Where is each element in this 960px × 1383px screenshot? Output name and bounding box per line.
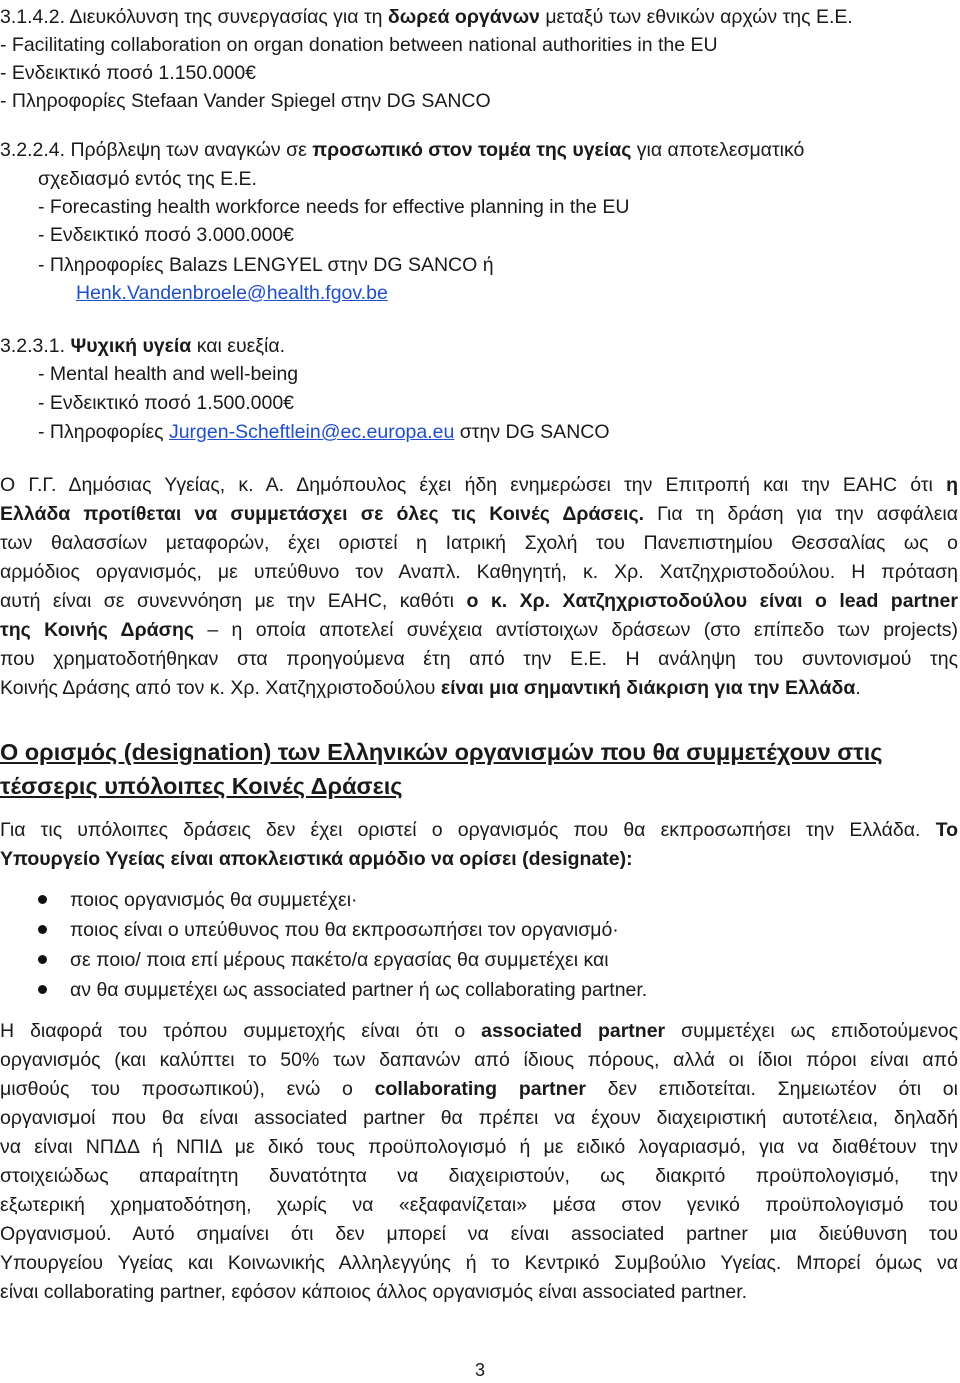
para3-bold-text: associated partner [481,1020,666,1042]
para3-line: να είναι ΝΠΔΔ ή ΝΠΙΔ με δικό τους προϋπολογισμό ή με ειδικό λογαριασμό, για να διαθέτουν την [0,1136,958,1158]
para3-text: Η διαφορά του τρόπου συμμετοχής είναι ότι ο [0,1020,482,1042]
title-text-end: για αποτελεσματικό [631,139,805,161]
para3-line: οργανισμός (και καλύπτει το 50% των δαπανών από ίδιους πόρους, αλλά οι ίδιοι πόροι είναι από [0,1049,958,1071]
para3-line: Οργανισμού. Αυτό σημαίνει ότι δεν μπορεί να είναι associated partner μια διεύθυνση του [0,1223,958,1245]
para1-bold-text: Ελλάδα προτίθεται να συμμετάσχει σε όλες τις Κοινές Δράσεις. [0,503,644,525]
list-item: ποιος είναι ο υπεύθυνος που θα εκπροσωπήσει τον οργανισμό· [70,919,619,941]
title-bold-text: προσωπικό στον τομέα της υγείας [312,139,632,161]
section-3-2-3-1-info [38,419,610,445]
para1-text: Κοινής Δράσης από τον κ. Χρ. Χατζηχριστοδούλου [0,677,441,699]
para1-text: Για τη δράση για την ασφάλεια [644,503,958,525]
para3-line: είναι collaborating partner, εφόσον κάποιος άλλος οργανισμός είναι associated partner. [0,1281,748,1303]
para1-line [0,588,958,614]
para3-line: εξωτερική χρηματοδότηση, χωρίς να «εξαφανίζεται» μέσα στον γενικό προϋπολογισμό του [0,1194,958,1216]
para1-text-end: . [855,677,861,699]
para1-bold-text: της Κοινής Δράσης [0,619,195,641]
para3-text-end: δεν επιδοτείται. Σημειωτέον ότι οι [586,1078,958,1100]
section-heading: Ο ορισμός (designation) των Ελληνικών οργανισμών που θα συμμετέχουν στις [0,739,883,765]
title-text-end: και ευεξία. [191,335,286,357]
section-3-2-2-4-english: - Forecasting health workforce needs for effective planning in the EU [38,196,630,218]
bullet-marker [38,985,47,994]
para3-text-end: συμμετέχει ως επιδοτούμενος [665,1020,959,1042]
para1-line: των θαλασσίων μεταφορών, έχει οριστεί η Ιατρική Σχολή του Πανεπιστημίου Θεσσαλίας ως ο [0,532,958,554]
para1-line: που χρηματοδοτήθηκαν στα προηγούμενα έτη από την Ε.Ε. Η ανάληψη του συντονισμού της [0,648,958,670]
info-text-end: στην DG SANCO [454,421,610,443]
section-3-2-2-4-info: - Πληροφορίες Balazs LENGYEL στην DG SANCO ή [38,254,494,276]
section-3-2-3-1-english: - Mental health and well-being [38,363,299,385]
para1-text: αυτή είναι σε συνεννόηση με την ΕΑΗC, καθότι [0,590,467,612]
bullet-marker [38,955,47,964]
title-bold-text: Ψυχική υγεία [70,335,192,357]
title-text-end: μεταξύ των εθνικών αρχών της Ε.Ε. [539,6,853,28]
para1-bold-text: η [946,474,958,496]
bullet-marker [38,925,47,934]
para3-bold-text: collaborating partner [374,1078,586,1100]
section-3-1-4-2-amount: - Ενδεικτικό ποσό 1.150.000€ [0,62,257,84]
para3-text: μισθούς του προσωπικού), ενώ ο [0,1078,375,1100]
para3-line: Υπουργείου Υγείας και Κοινωνικής Αλληλεγγύης ή το Κεντρικό Συμβούλιο Υγείας. Μπορεί όμως να [0,1252,958,1274]
para2-bold-text: Το [935,819,958,841]
section-heading-line2: τέσσερις υπόλοιπες Κοινές Δράσεις [0,773,403,799]
email-link[interactable]: Jurgen-Scheftlein@ec.europa.eu [168,421,455,443]
list-item: ποιος οργανισμός θα συμμετέχει· [70,889,358,911]
section-3-1-4-2-english: - Facilitating collaboration on organ donation between national authorities in the EU [0,34,718,56]
section-3-2-2-4-title-line2: σχεδιασμό εντός της Ε.Ε. [38,168,257,190]
info-text: - Πληροφορίες [38,421,169,443]
para1-line [0,501,958,527]
section-3-2-2-4-title [0,137,804,163]
para2-text: Για τις υπόλοιπες δράσεις δεν έχει οριστεί ο οργανισμός που θα εκπροσωπήσει την Ελλάδα. [0,819,921,841]
section-3-1-4-2-info: - Πληροφορίες Stefaan Vander Spiegel στην DG SANCO [0,90,491,112]
list-item: αν θα συμμετέχει ως associated partner ή ως collaborating partner. [70,979,648,1001]
para3-line [0,1018,958,1044]
para2-line [0,846,633,872]
para1-text: Ο Γ.Γ. Δημόσιας Υγείας, κ. Α. Δημόπουλος έχει ήδη ενημερώσει την Επιτροπή και την ΕΑΗC ότι [0,474,933,496]
para1-text: – η οποία αποτελεί συνέχεια αντίστοιχων δράσεων (στο επίπεδο των projects) [194,619,958,641]
list-item: σε ποιο/ ποια επί μέρους πακέτο/α εργασίας θα συμμετέχει και [70,949,609,971]
section-3-2-2-4-amount: - Ενδεικτικό ποσό 3.000.000€ [38,224,295,246]
para2-bold-text: Υπουργείο Υγείας είναι αποκλειστικά αρμόδιο να ορίσει (designate): [0,848,633,870]
para3-line [0,1076,958,1102]
para1-line [0,675,958,701]
section-3-2-3-1-amount: - Ενδεικτικό ποσό 1.500.000€ [38,392,295,414]
para1-line [0,617,958,643]
email-link[interactable]: Henk.Vandenbroele@health.fgov.be [76,282,388,304]
para1-bold-text: είναι μια σημαντική διάκριση για την Ελλάδα [440,677,856,699]
para2-line [0,817,958,843]
page-number: 3 [474,1360,485,1380]
title-text: 3.2.2.4. Πρόβλεψη των αναγκών σε [0,139,313,161]
section-3-1-4-2-title [0,4,853,30]
title-bold-text: δωρεά οργάνων [387,6,540,28]
bullet-marker [38,895,47,904]
title-text: 3.1.4.2. Διευκόλυνση της συνεργασίας για τη [0,6,388,28]
para1-line [0,472,958,498]
para1-bold-text: ο κ. Χρ. Χατζηχριστοδούλου είναι ο lead partner [466,590,958,612]
title-text: 3.2.3.1. [0,335,71,357]
para3-line: οργανισμοί που θα είναι associated partner θα πρέπει να έχουν διαχειριστική αυτοτέλεια, δηλαδή [0,1107,958,1129]
section-3-2-3-1-title [0,333,285,359]
para3-line: στοιχειώδως απαραίτητη δυνατότητα να διαχειριστούν, ως διακριτό προϋπολογισμό, την [0,1165,958,1187]
section-3-2-2-4-email-line [76,280,388,306]
para1-line: αρμόδιος οργανισμός, με υπεύθυνο τον Αναπλ. Καθηγητή, κ. Χρ. Χατζηχριστοδούλου. Η πρόταση [0,561,958,583]
